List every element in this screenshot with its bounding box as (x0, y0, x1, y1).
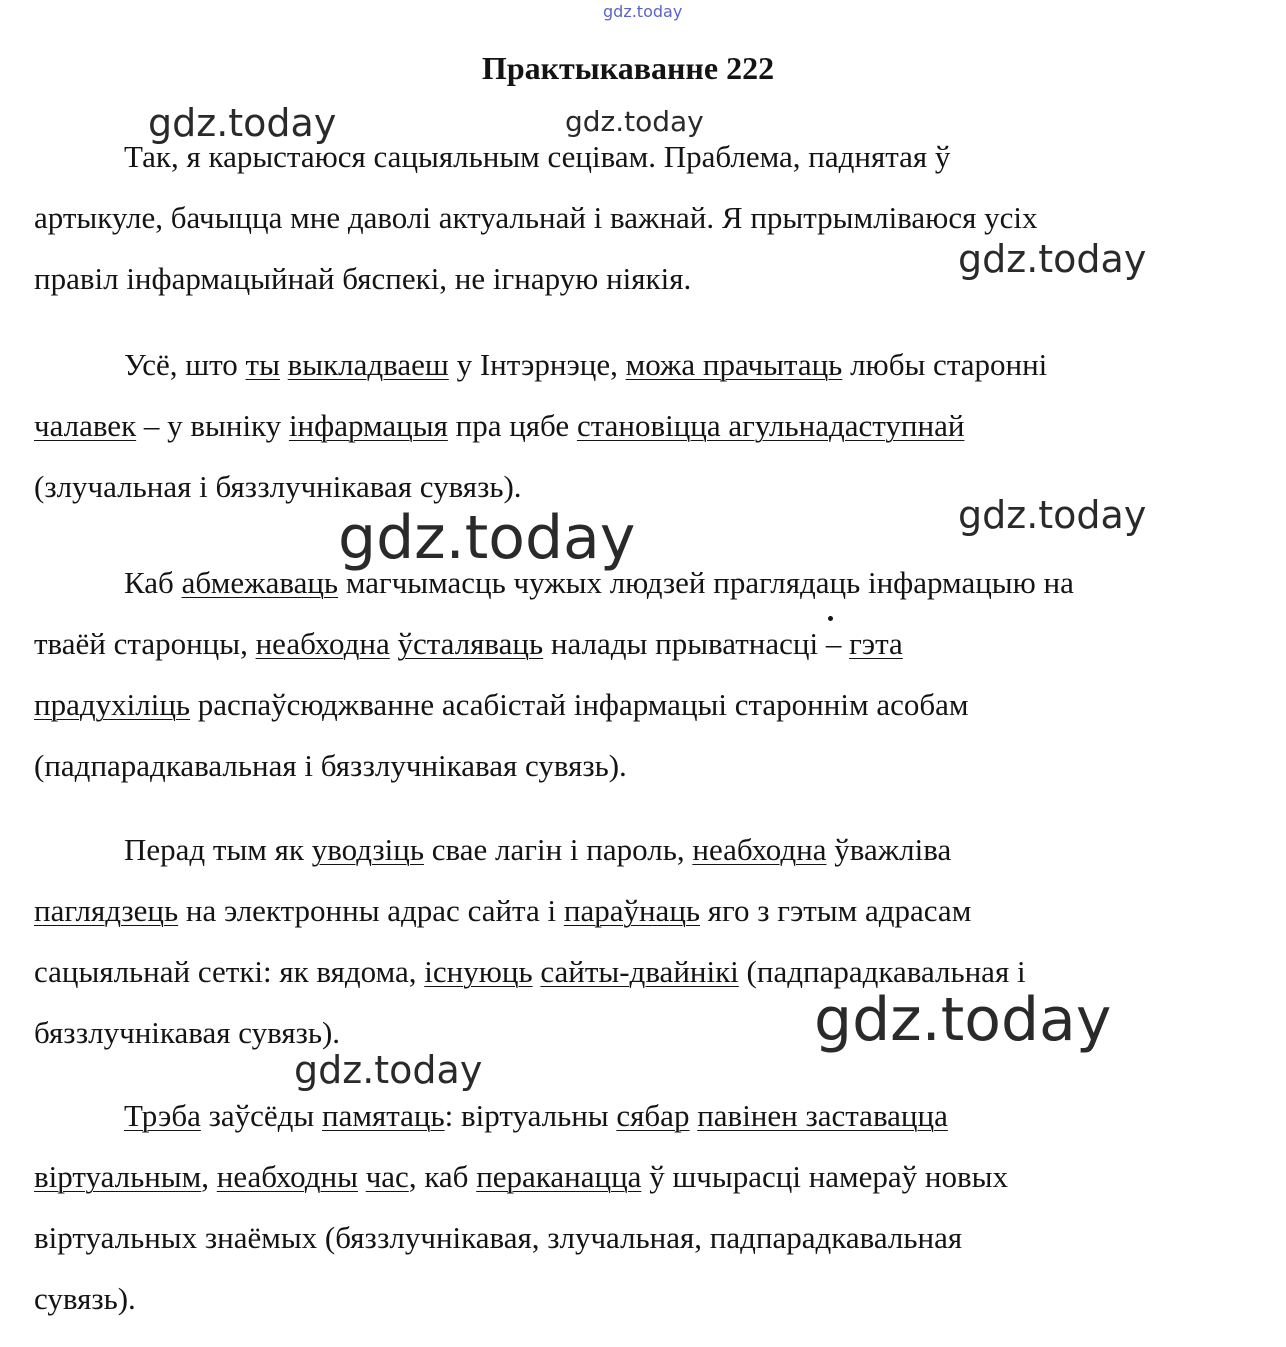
text-line: (злучальная і бяззлучнікавая сувязь). (34, 469, 522, 504)
text-line: Каб абмежаваць магчымасць чужых людзей праглядаць інфармацыю на (124, 565, 1074, 600)
text-line: Так, я карыстаюся сацыяльным сецівам. Праблема, паднятая ў (124, 139, 951, 174)
watermark: gdz.today (814, 985, 1112, 1055)
text-line: Усё, што ты выкладваеш у Інтэрнэце, можа прачытаць любы староннi (124, 347, 1048, 382)
text-line: віртуальным, неабходны час, каб пераканацца ў шчырасці намераў новых (34, 1159, 1008, 1194)
watermark-top: gdz.today (603, 2, 683, 21)
watermark: gdz.today (148, 101, 337, 145)
stray-dot (828, 616, 833, 621)
text-line: Перад тым як уводзіць свае лагін і пароль, неабходна ўважліва (124, 832, 952, 867)
paragraph-5 (34, 1085, 1224, 1329)
text-line: сувязь). (34, 1281, 136, 1316)
paragraph-3 (34, 552, 1224, 796)
text-line: паглядзець на электронны адрас сайта і параўнаць яго з гэтым адрасам (34, 893, 972, 928)
text-line: тваёй старонцы, неабходна ўсталяваць налады прыватнасці – гэта (34, 626, 903, 661)
watermark: gdz.today (294, 1048, 483, 1092)
watermark: gdz.today (958, 237, 1147, 281)
text-line: (падпарадкавальная і бяззлучнікавая сувязь). (34, 748, 627, 783)
watermark: gdz.today (565, 105, 704, 138)
watermark: gdz.today (958, 493, 1147, 537)
text-line: віртуальных знаёмых (бяззлучнікавая, злучальная, падпарадкавальная (34, 1220, 963, 1255)
paragraph-2 (34, 334, 1224, 517)
paragraph-4 (34, 819, 1224, 1063)
text-line: Трэба заўсёды памятаць: віртуальны сябар павінен заставацца (124, 1098, 948, 1133)
text-line: артыкуле, бачыцца мне даволі актуальнай і важнай. Я прытрымліваюся усіх (34, 200, 1038, 235)
text-line: прадухіліць распаўсюджванне асабістай інфармацыі староннім асобам (34, 687, 969, 722)
text-line: бяззлучнікавая сувязь). (34, 1015, 341, 1050)
text-line: сацыяльнай сеткі: як вядома, існуюць сайты-двайнікі (падпарадкавальная і (34, 954, 1026, 989)
paragraph-1 (34, 126, 1224, 309)
page-title: Практыкаванне 222 (481, 50, 775, 86)
text-line: правіл інфармацыйнай бяспекі, не ігнарую ніякія. (34, 261, 692, 296)
text-line: чалавек – у выніку інфармацыя пра цябе становіцца агульнадаступнай (34, 408, 965, 443)
watermark: gdz.today (338, 503, 636, 573)
